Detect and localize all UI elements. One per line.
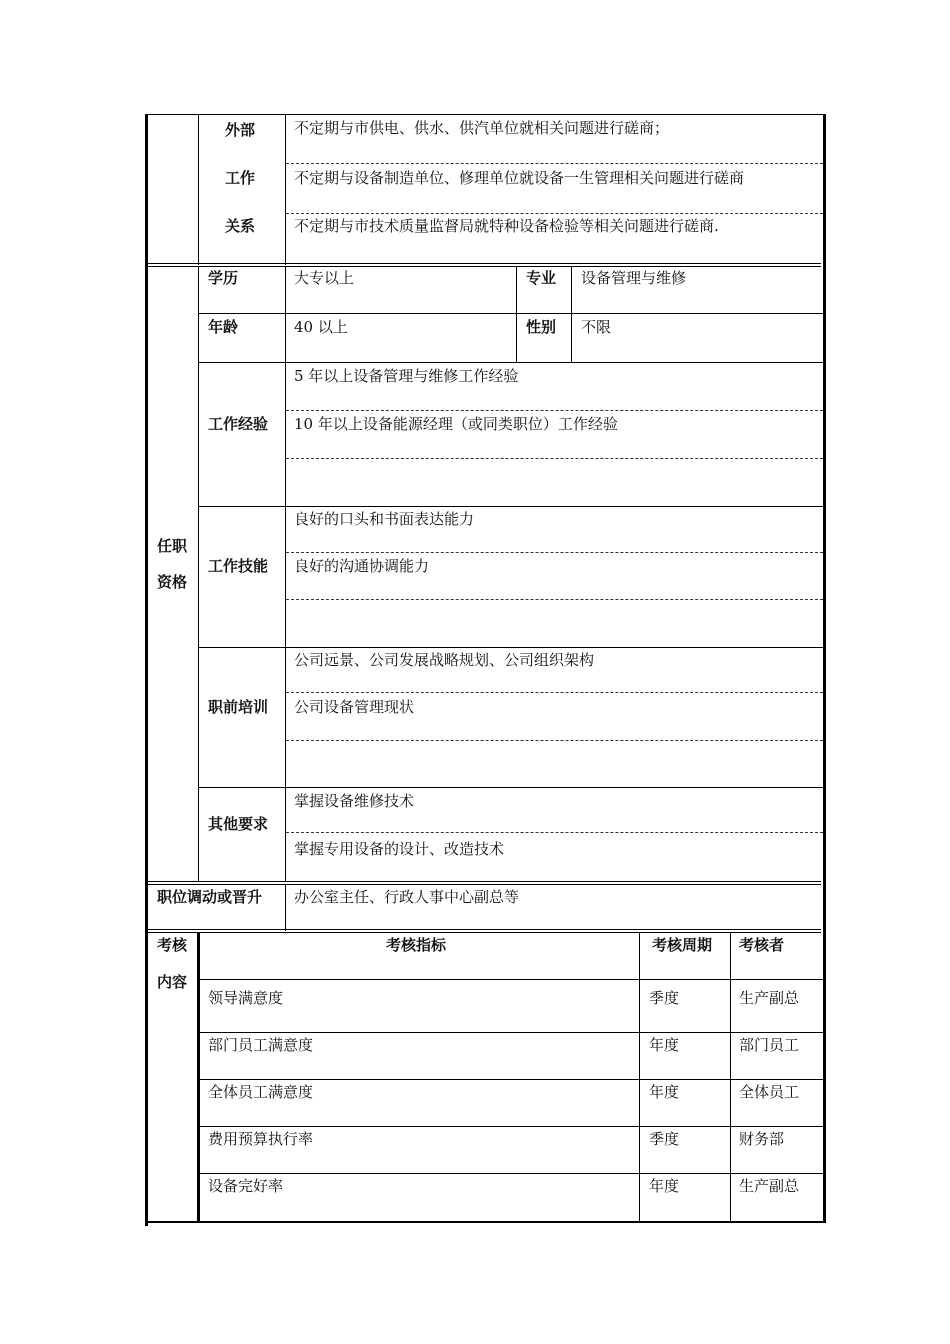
qualifications-label-2: 资格 xyxy=(157,573,188,591)
external-relation-item: 不定期与设备制造单位、修理单位就设备一生管理相关问题进行磋商 xyxy=(294,169,745,187)
gender-value: 不限 xyxy=(581,318,612,336)
external-relations-label-2: 工作 xyxy=(225,169,256,187)
outer-bottom-border xyxy=(145,1221,826,1223)
outer-right-border xyxy=(823,114,826,1222)
outer-top-border xyxy=(145,114,826,115)
assessment-label-2: 内容 xyxy=(157,973,188,991)
education-value: 大专以上 xyxy=(294,269,355,287)
table-row-period: 年度 xyxy=(649,1177,680,1195)
promotion-value: 办公室主任、行政人事中心副总等 xyxy=(294,888,520,906)
table-row-assessor: 全体员工 xyxy=(739,1083,800,1101)
promotion-label: 职位调动或晋升 xyxy=(157,888,263,906)
table-row-assessor: 生产副总 xyxy=(739,989,800,1007)
other-requirements-item: 掌握设备维修技术 xyxy=(294,792,415,810)
age-label: 年龄 xyxy=(208,318,239,336)
table-row-indicator: 部门员工满意度 xyxy=(208,1036,314,1054)
indicator-header: 考核指标 xyxy=(386,936,447,954)
major-label: 专业 xyxy=(526,269,557,287)
external-relation-item: 不定期与市供电、供水、供汽单位就相关问题进行磋商； xyxy=(294,119,670,137)
table-row-indicator: 领导满意度 xyxy=(208,989,284,1007)
gender-label: 性别 xyxy=(526,318,557,336)
qualifications-label-1: 任职 xyxy=(157,537,188,555)
skills-item: 良好的沟通协调能力 xyxy=(294,557,430,575)
table-row-indicator: 设备完好率 xyxy=(208,1177,284,1195)
table-row-assessor: 部门员工 xyxy=(739,1036,800,1054)
external-relation-item: 不定期与市技术质量监督局就特种设备检验等相关问题进行磋商. xyxy=(294,217,719,235)
table-row-period: 季度 xyxy=(649,989,680,1007)
training-item: 公司设备管理现状 xyxy=(294,698,415,716)
section-divider xyxy=(145,929,821,930)
table-row-period: 年度 xyxy=(649,1036,680,1054)
skills-item: 良好的口头和书面表达能力 xyxy=(294,510,475,528)
section-divider xyxy=(145,263,821,264)
table-row-assessor: 财务部 xyxy=(739,1130,785,1148)
period-header: 考核周期 xyxy=(652,936,713,954)
other-requirements-item: 掌握专用设备的设计、改造技术 xyxy=(294,840,505,858)
external-relations-label-3: 关系 xyxy=(225,217,256,235)
other-requirements-label: 其他要求 xyxy=(208,815,269,833)
major-value: 设备管理与维修 xyxy=(581,269,687,287)
table-row-assessor: 生产副总 xyxy=(739,1177,800,1195)
external-relations-label-1: 外部 xyxy=(225,121,256,139)
table-row-period: 年度 xyxy=(649,1083,680,1101)
experience-label: 工作经验 xyxy=(208,415,269,433)
experience-item: 10 年以上设备能源经理（或同类职位）工作经验 xyxy=(294,415,618,433)
assessor-header: 考核者 xyxy=(739,936,785,954)
skills-label: 工作技能 xyxy=(208,557,269,575)
outer-left-border xyxy=(145,114,148,1226)
experience-item: 5 年以上设备管理与维修工作经验 xyxy=(294,367,519,385)
training-item: 公司远景、公司发展战略规划、公司组织架构 xyxy=(294,651,595,669)
table-row-indicator: 全体员工满意度 xyxy=(208,1083,314,1101)
table-row-indicator: 费用预算执行率 xyxy=(208,1130,314,1148)
table-row-period: 季度 xyxy=(649,1130,680,1148)
training-label: 职前培训 xyxy=(208,698,269,716)
age-value: 40 以上 xyxy=(294,318,348,336)
section-divider xyxy=(145,881,821,882)
assessment-label-1: 考核 xyxy=(157,936,188,954)
education-label: 学历 xyxy=(208,269,239,287)
